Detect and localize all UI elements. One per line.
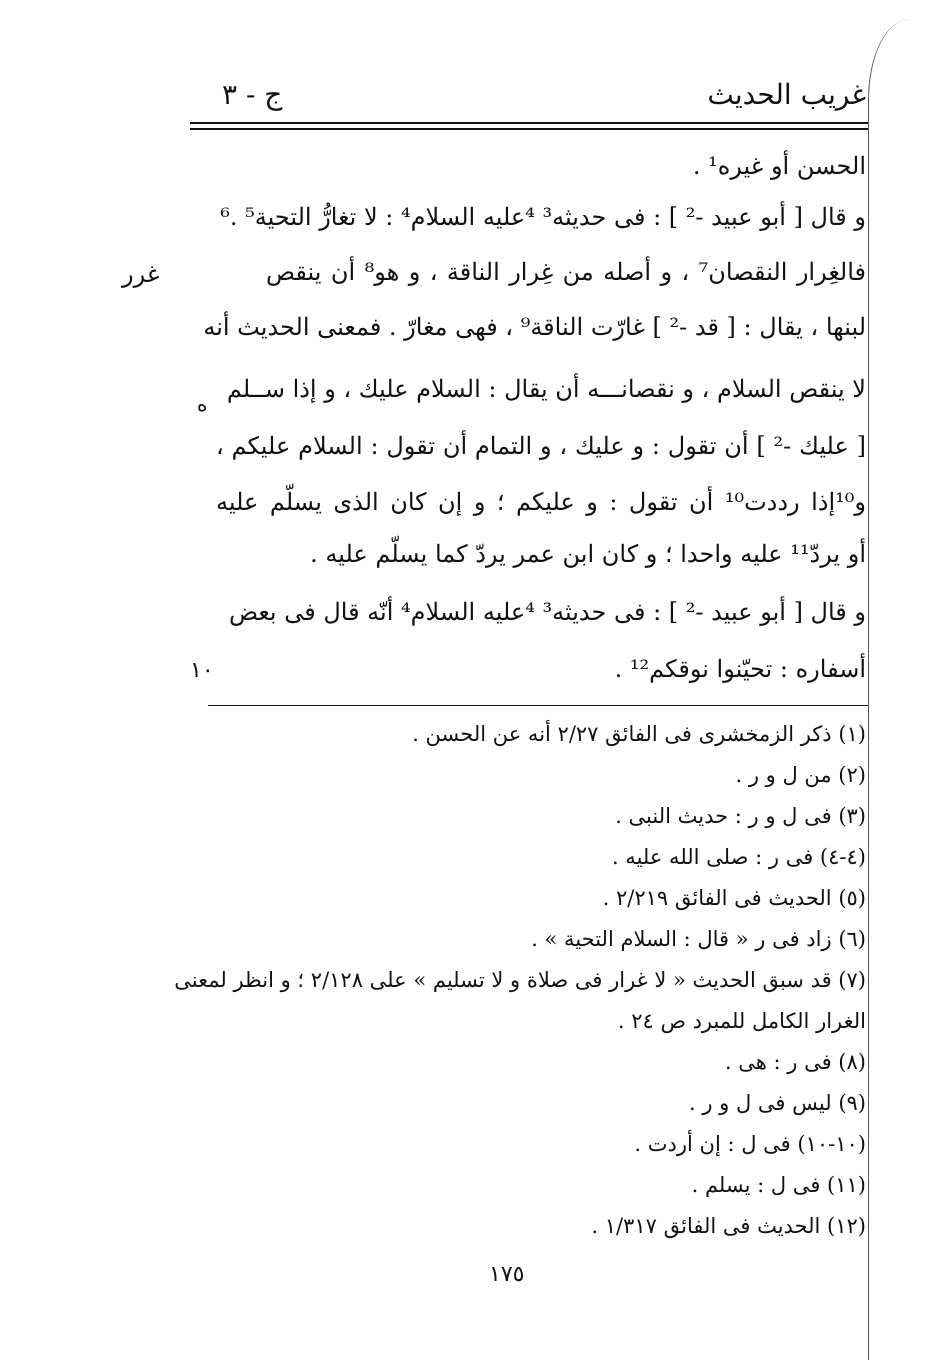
margin-mark: ه <box>197 392 208 416</box>
scan-page-edge <box>868 20 909 1360</box>
margin-keyword: غرر <box>122 260 160 288</box>
footnote: (٤-٤) فى ر : صلى الله عليه . <box>611 845 866 869</box>
body-line: لبنها ، يقال : [ قد -² ] غارّت الناقة⁹ ، فهى مغارّ . فمعنى الحديث أنه <box>203 313 866 341</box>
footnote: (١) ذكر الزمخشرى فى الفائق ٢/٢٧ أنه عن الحسن . <box>412 722 866 746</box>
footnote: (٢) من ل و ر . <box>735 763 866 787</box>
header-rule-top <box>190 122 868 124</box>
footnote: (٨) فى ر : هى . <box>724 1050 866 1074</box>
header-rule-bottom <box>190 128 868 130</box>
body-line: و قال [ أبو عبيد -² ] : فى حديثه³ ⁴عليه السلام⁴ أنّه قال فى بعض <box>228 598 866 626</box>
footnote: (٣) فى ل و ر : حديث النبى . <box>615 804 866 828</box>
footnote: (١٢) الحديث فى الفائق ١/٣١٧ . <box>591 1214 866 1238</box>
body-line: أو يردّ¹¹ عليه واحدا ؛ و كان ابن عمر يردّ كما يسلّم عليه . <box>310 540 866 568</box>
footnote: (٧) قد سبق الحديث « لا غرار فى صلاة و لا تسليم » على ٢/١٢٨ ؛ و انظر لمعنى <box>174 968 866 992</box>
running-title: غريب الحديث <box>707 78 866 111</box>
body-line: فالغِرار النقصان⁷ ، و أصله من غِرار الناقة ، و هو⁸ أن ينقص <box>266 258 867 286</box>
page-number: ١٧٥ <box>489 1262 525 1287</box>
footnote: (٩) ليس فى ل و ر . <box>689 1091 866 1115</box>
body-line: [ عليك -² ] أن تقول : و عليك ، و التمام أن تقول : السلام عليكم ، <box>216 432 866 460</box>
footnote-rule <box>208 705 868 706</box>
body-line: الحسن أو غيره¹ . <box>692 152 866 180</box>
margin-line-number: ١٠ <box>190 658 214 683</box>
body-line: أسفاره : تحيّنوا نوقكم¹² . <box>614 655 866 683</box>
footnote: (١١) فى ل : يسلم . <box>691 1173 866 1197</box>
body-line: و قال [ أبو عبيد -² ] : فى حديثه³ ⁴عليه السلام⁴ : لا تغارُّ التحية⁵ .⁶ <box>220 203 866 231</box>
footnote-continuation: الغرار الكامل للمبرد ص ٢٤ . <box>617 1009 866 1033</box>
footnote: (٥) الحديث فى الفائق ٢/٢١٩ . <box>602 886 866 910</box>
footnote: (٦) زاد فى ر « قال : السلام التحية » . <box>531 927 866 951</box>
footnote: (١٠-١٠) فى ل : إن أردت . <box>634 1132 866 1156</box>
body-line: لا ينقص السلام ، و نقصانـــه أن يقال : السلام عليك ، و إذا ســلم <box>226 375 866 403</box>
volume-label: ج - ٣ <box>222 78 283 111</box>
body-line: و¹⁰إذا رددت¹⁰ أن تقول : و عليكم ؛ و إن كان الذى يسلّم عليه <box>216 488 866 516</box>
